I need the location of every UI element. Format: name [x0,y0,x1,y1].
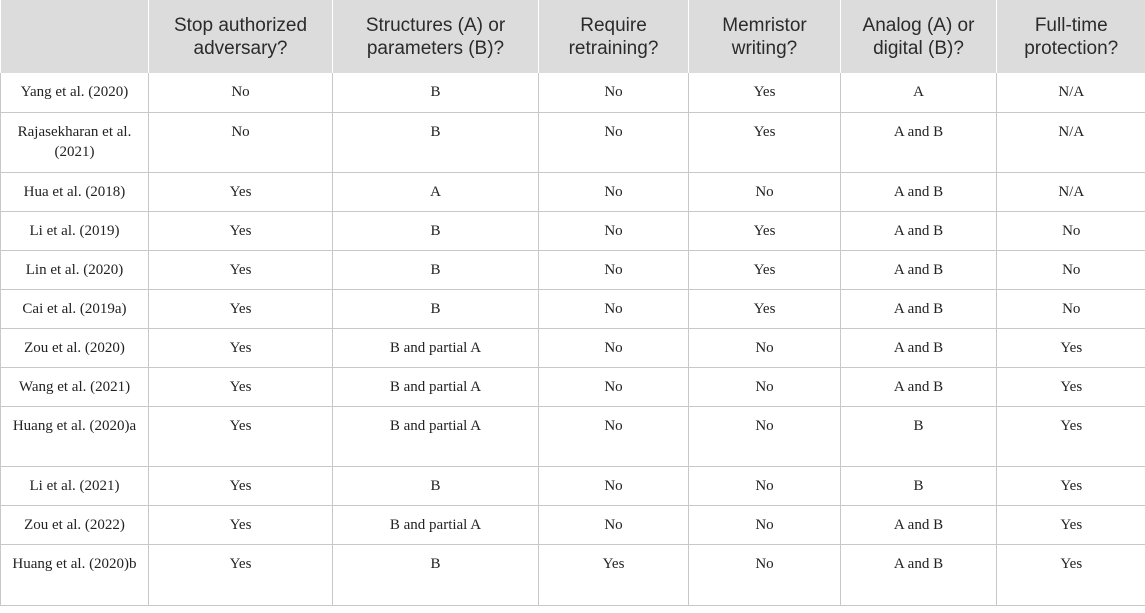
header-cell-memristor-writing: Memristor writing? [689,0,841,73]
cell-full-time-protection: Yes [997,466,1145,505]
table-row [1,505,1145,544]
cell-analog-digital: B [841,406,997,466]
cell-require-retraining: No [539,328,689,367]
cell-work: Huang et al. (2020)b [1,544,149,605]
cell-work: Wang et al. (2021) [1,367,149,406]
cell-memristor-writing: No [689,466,841,505]
cell-memristor-writing: No [689,328,841,367]
cell-full-time-protection: Yes [997,328,1145,367]
cell-full-time-protection: No [997,211,1145,250]
table-row [1,112,1145,172]
header-cell-structures-parameters: Structures (A) or parameters (B)? [333,0,539,73]
cell-memristor-writing: Yes [689,211,841,250]
cell-analog-digital: A and B [841,544,997,605]
cell-work: Zou et al. (2020) [1,328,149,367]
cell-memristor-writing: No [689,172,841,211]
cell-work: Li et al. (2019) [1,211,149,250]
header-cell-stop-adversary: Stop authorized adversary? [149,0,333,73]
cell-analog-digital: A and B [841,211,997,250]
cell-structures-parameters: A [333,172,539,211]
cell-work: Zou et al. (2022) [1,505,149,544]
cell-structures-parameters: B and partial A [333,328,539,367]
cell-memristor-writing: No [689,406,841,466]
cell-require-retraining: No [539,466,689,505]
cell-full-time-protection: No [997,250,1145,289]
cell-analog-digital: A and B [841,250,997,289]
cell-require-retraining: No [539,289,689,328]
table-row [1,211,1145,250]
cell-require-retraining: No [539,112,689,172]
header-row [1,0,1145,73]
cell-full-time-protection: Yes [997,505,1145,544]
cell-structures-parameters: B [333,289,539,328]
cell-work: Lin et al. (2020) [1,250,149,289]
cell-work: Yang et al. (2020) [1,73,149,112]
cell-work: Cai et al. (2019a) [1,289,149,328]
cell-structures-parameters: B [333,466,539,505]
cell-require-retraining: No [539,172,689,211]
table-row [1,466,1145,505]
cell-stop-adversary: Yes [149,505,333,544]
cell-require-retraining: No [539,367,689,406]
header-cell-work [1,0,149,73]
table-row [1,328,1145,367]
cell-require-retraining: No [539,505,689,544]
cell-full-time-protection: N/A [997,112,1145,172]
cell-work: Hua et al. (2018) [1,172,149,211]
cell-stop-adversary: Yes [149,211,333,250]
header-cell-require-retraining: Require retraining? [539,0,689,73]
cell-require-retraining: No [539,406,689,466]
cell-analog-digital: A and B [841,367,997,406]
cell-structures-parameters: B [333,211,539,250]
cell-require-retraining: No [539,211,689,250]
table-row [1,289,1145,328]
cell-stop-adversary: Yes [149,367,333,406]
header-cell-analog-digital: Analog (A) or digital (B)? [841,0,997,73]
cell-work: Rajasekharan et al. (2021) [1,112,149,172]
cell-full-time-protection: Yes [997,544,1145,605]
cell-memristor-writing: No [689,367,841,406]
table-row [1,406,1145,466]
cell-memristor-writing: Yes [689,250,841,289]
table-row [1,367,1145,406]
cell-memristor-writing: Yes [689,289,841,328]
cell-analog-digital: B [841,466,997,505]
cell-memristor-writing: No [689,505,841,544]
cell-stop-adversary: Yes [149,406,333,466]
cell-require-retraining: No [539,250,689,289]
cell-stop-adversary: Yes [149,328,333,367]
table-body [1,73,1145,605]
cell-structures-parameters: B and partial A [333,505,539,544]
cell-structures-parameters: B [333,112,539,172]
cell-full-time-protection: Yes [997,367,1145,406]
cell-memristor-writing: Yes [689,112,841,172]
cell-stop-adversary: Yes [149,466,333,505]
table-header [1,0,1145,73]
cell-work: Huang et al. (2020)a [1,406,149,466]
cell-analog-digital: A and B [841,328,997,367]
cell-analog-digital: A and B [841,289,997,328]
cell-structures-parameters: B and partial A [333,406,539,466]
cell-full-time-protection: No [997,289,1145,328]
cell-analog-digital: A and B [841,112,997,172]
cell-full-time-protection: N/A [997,73,1145,112]
cell-stop-adversary: No [149,73,333,112]
cell-structures-parameters: B [333,544,539,605]
cell-structures-parameters: B [333,250,539,289]
cell-stop-adversary: Yes [149,250,333,289]
cell-stop-adversary: Yes [149,172,333,211]
cell-full-time-protection: Yes [997,406,1145,466]
cell-require-retraining: Yes [539,544,689,605]
cell-memristor-writing: No [689,544,841,605]
cell-stop-adversary: Yes [149,289,333,328]
table-row [1,544,1145,605]
table-row [1,172,1145,211]
cell-stop-adversary: No [149,112,333,172]
cell-full-time-protection: N/A [997,172,1145,211]
header-cell-full-time-protection: Full-time protection? [997,0,1145,73]
table-row [1,73,1145,112]
cell-analog-digital: A and B [841,505,997,544]
cell-analog-digital: A [841,73,997,112]
cell-stop-adversary: Yes [149,544,333,605]
cell-structures-parameters: B [333,73,539,112]
cell-require-retraining: No [539,73,689,112]
cell-memristor-writing: Yes [689,73,841,112]
table-row [1,250,1145,289]
cell-work: Li et al. (2021) [1,466,149,505]
cell-analog-digital: A and B [841,172,997,211]
cell-structures-parameters: B and partial A [333,367,539,406]
